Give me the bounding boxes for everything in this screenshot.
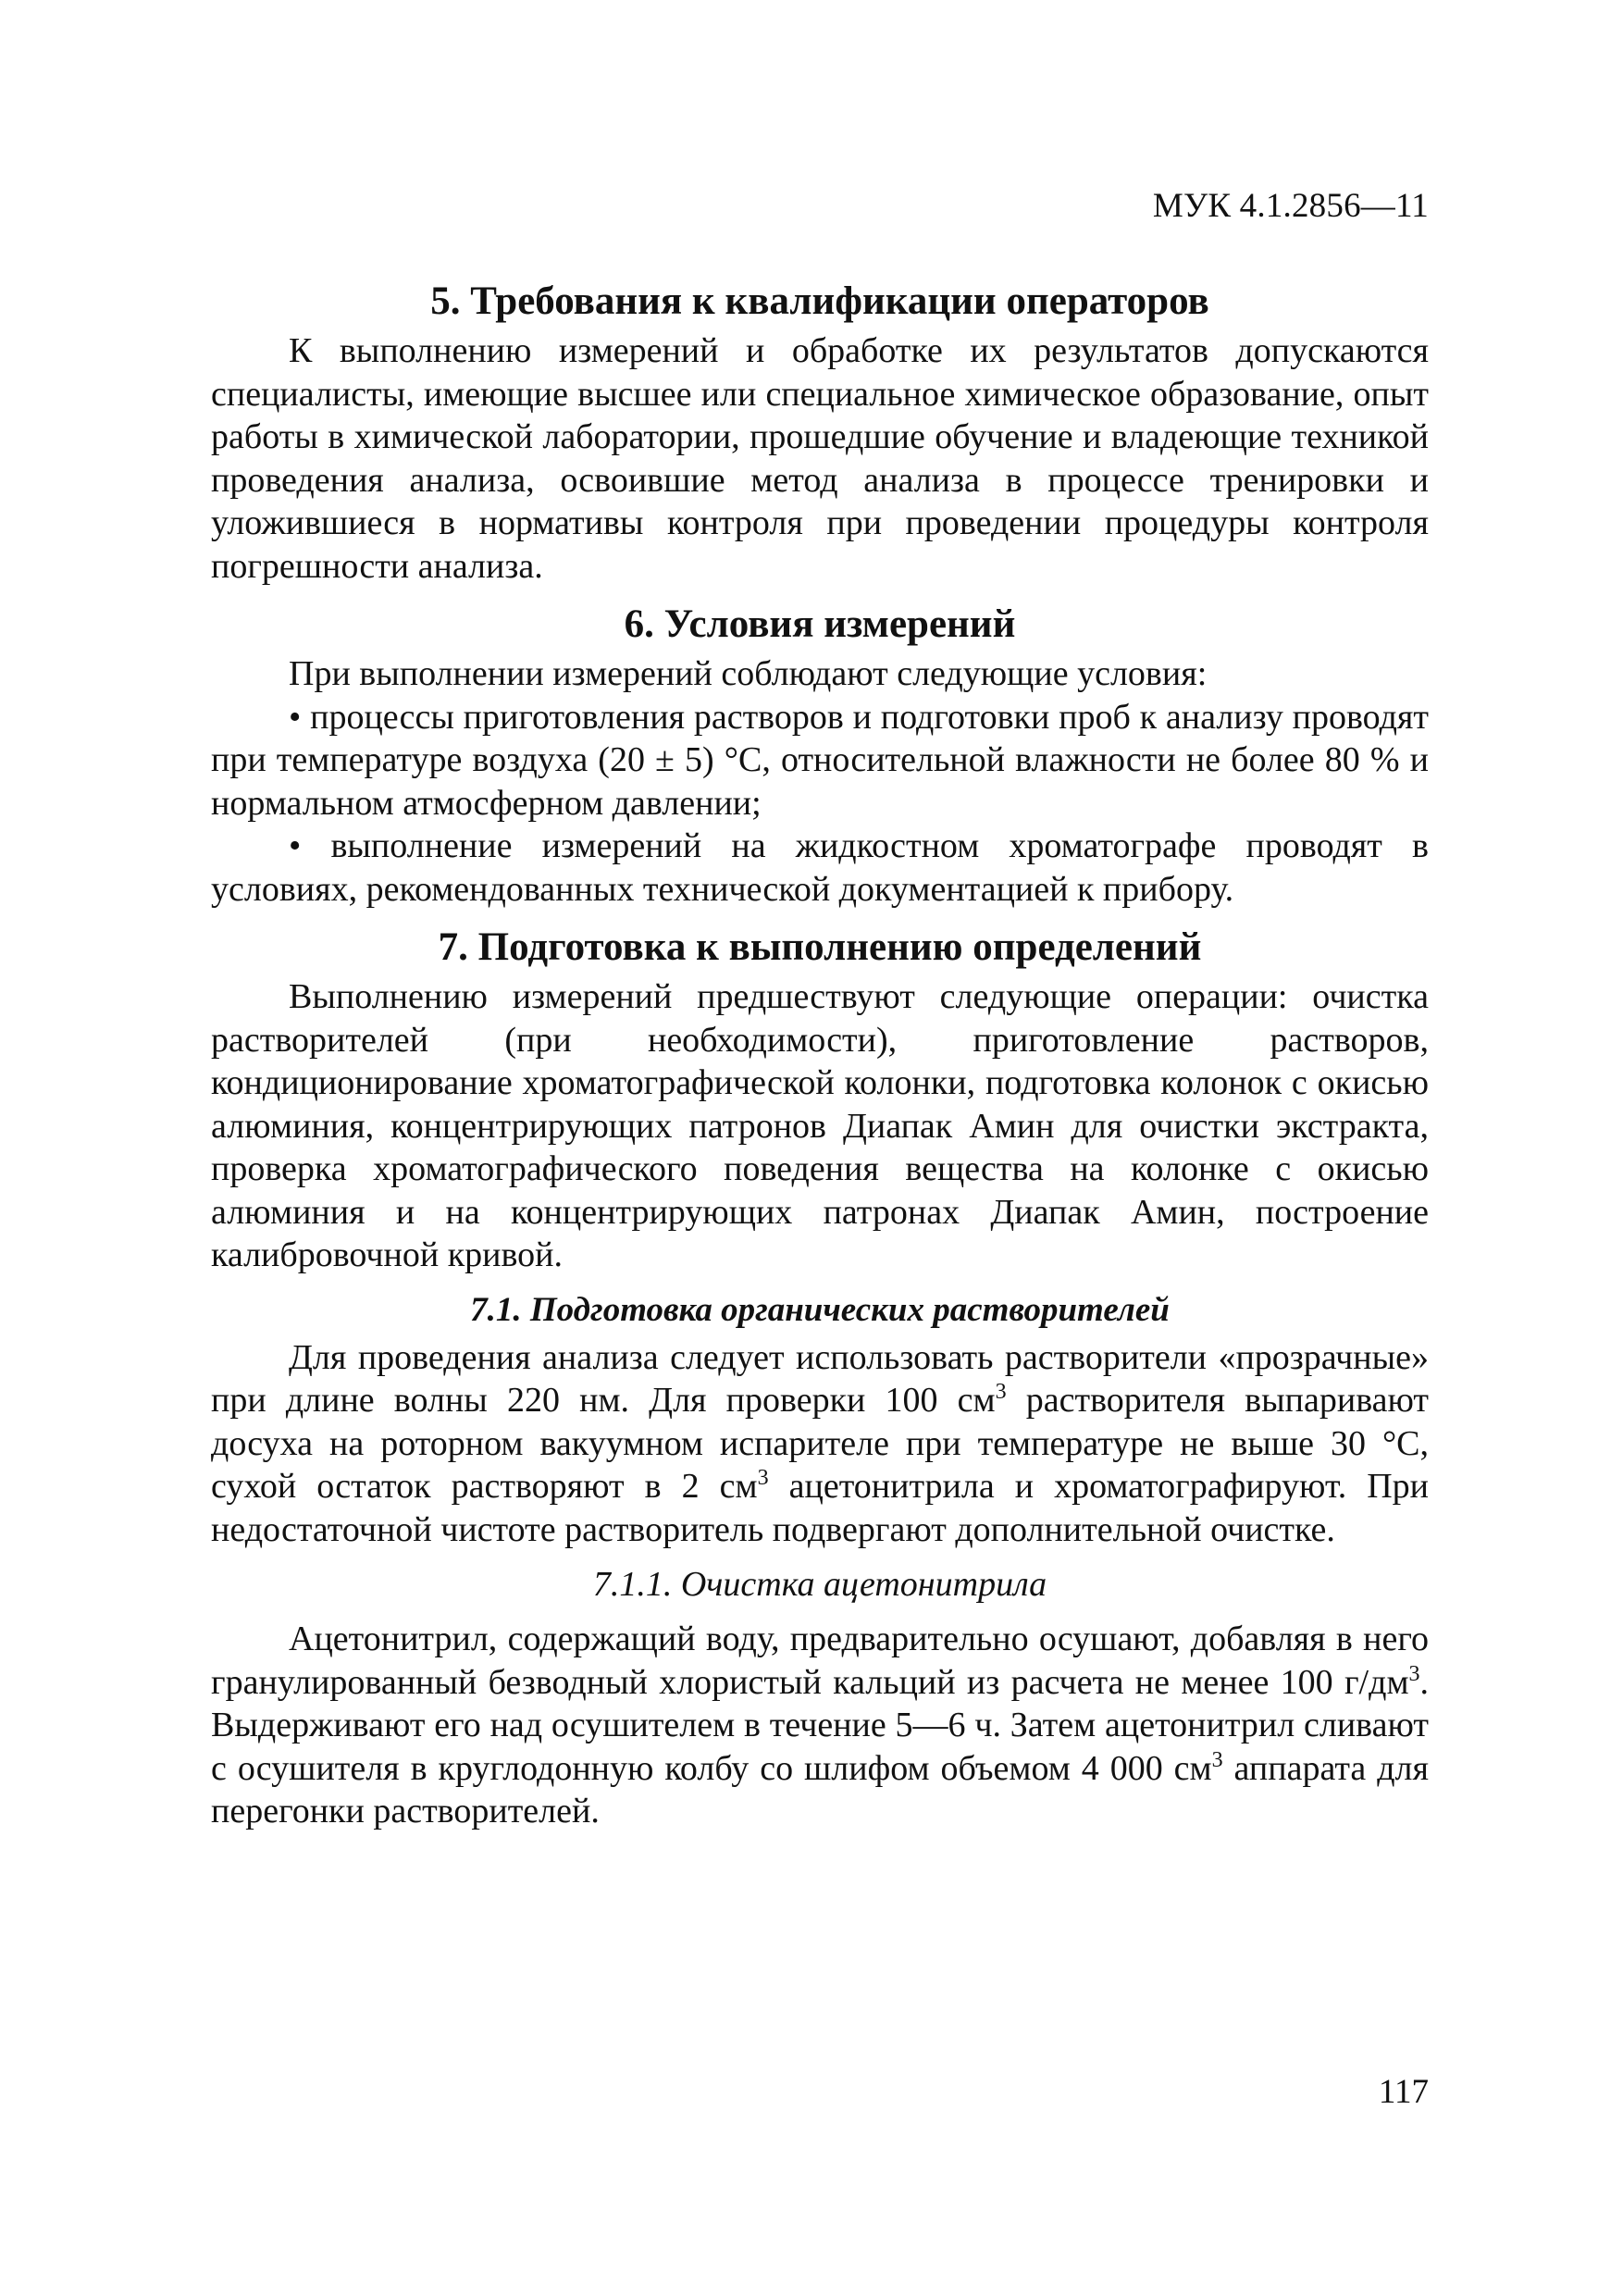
section-7-heading: 7. Подготовка к выполнению определений: [438, 925, 1202, 969]
section-6-bullet-temperature: • процессы приготовления растворов и подготовки проб к анализу проводят при температуре воздуха (20 ± 5) °С, относительной влажности не более 80 % и нормальном атмосферном давлении;: [211, 697, 1429, 823]
section-7-1-text-a: Для проведения анализа следует использовать растворители «прозрачные» при длине волны 220 нм. Для проверки 100 см: [211, 1337, 1429, 1420]
section-7-1-text-b: растворителя выпаривают досуха на роторном вакуумном испарителе при температуре не выше 30 °С, сухой остаток растворяют в 2 см: [211, 1381, 1429, 1506]
superscript-cube: 3: [1211, 1747, 1223, 1772]
document-page: [211, 0, 1429, 2296]
section-7-1-1-text-c: аппарата для перегонки растворителей.: [211, 1748, 1430, 1831]
page-number: 117: [1378, 2073, 1429, 2111]
section-7-1-1-text-b: . Выдерживают его над осушителем в течение 5—6 ч. Затем ацетонитрил сливают с осушителя в круглодонную колбу со шлифом объемом 4 000 см: [211, 1662, 1429, 1788]
section-7-1-text-c: ацетонитрила и хроматографируют. При недостаточной чистоте растворитель подвергают дополнительной очистке.: [211, 1467, 1430, 1549]
section-6-intro-paragraph: При выполнении измерений соблюдают следующие условия:: [289, 654, 1208, 693]
section-7-1-1-paragraph: [211, 1618, 1429, 1833]
section-7-1-1-text-a: Ацетонитрил, содержащий воду, предварительно осушают, добавляя в него гранулированный безводный хлористый кальций из расчета не менее 100 г/дм: [211, 1620, 1429, 1702]
section-7-1-heading: 7.1. Подготовка органических растворителей: [470, 1290, 1170, 1329]
section-7-1-paragraph: [211, 1336, 1429, 1552]
superscript-cube: 3: [995, 1380, 1007, 1404]
running-head: МУК 4.1.2856—11: [1152, 187, 1429, 225]
section-5-paragraph: К выполнению измерений и обработке их результатов допускаются специалисты, имеющие высшее или специальное химическое образование, опыт работы в химической лаборатории, прошедшие обучение и владеющие техникой проведения анализа, освоившие метод анализа в процессе тренировки и уложившиеся в нормативы контроля при проведении процедуры контроля погрешности анализа.: [211, 331, 1429, 586]
section-6-heading: 6. Условия измерений: [624, 602, 1016, 646]
section-5-heading: 5. Требования к квалификации операторов: [430, 279, 1209, 323]
section-7-paragraph: Выполнению измерений предшествуют следующие операции: очистка растворителей (при необходимости), приготовление растворов, кондиционирование хроматографической колонки, подготовка колонок с окисью алюминия, концентрирующих патронов Диапак Амин для очистки экстракта, проверка хроматографического поведения вещества на колонке с окисью алюминия и на концентрирующих патронах Диапак Амин, построение калибровочной кривой.: [211, 977, 1429, 1274]
page-content: [211, 278, 1429, 1833]
superscript-cube: 3: [757, 1466, 769, 1490]
superscript-cube: 3: [1408, 1661, 1420, 1686]
section-6-bullet-chromatograph: • выполнение измерений на жидкостном хроматографе проводят в условиях, рекомендованных технической документацией к прибору.: [211, 826, 1429, 909]
section-7-1-1-heading: 7.1.1. Очистка ацетонитрила: [592, 1565, 1047, 1604]
